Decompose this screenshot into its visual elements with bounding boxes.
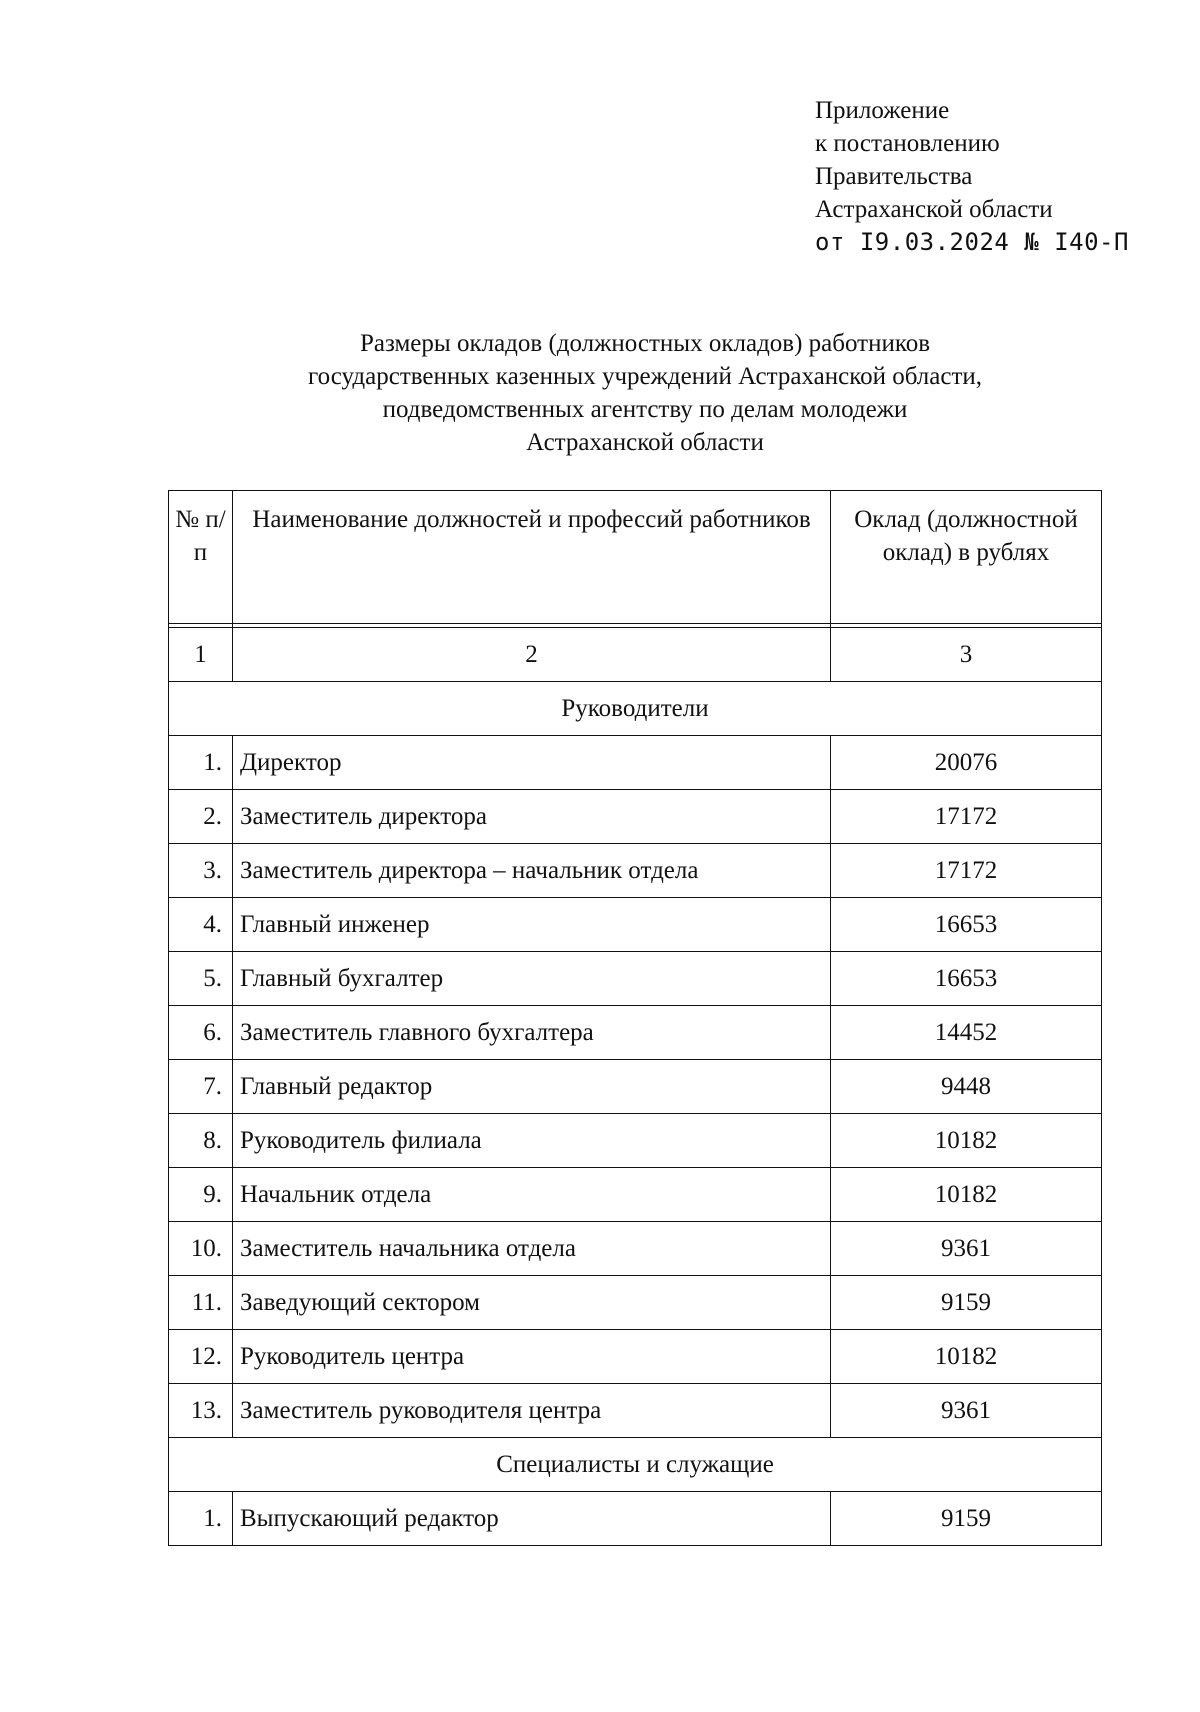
row-number: 2. <box>169 790 233 844</box>
row-number: 13. <box>169 1384 233 1438</box>
salary-amount: 10182 <box>831 1168 1102 1222</box>
salary-amount: 17172 <box>831 790 1102 844</box>
table-row <box>169 1060 1102 1114</box>
column-number-2: 2 <box>233 628 831 682</box>
row-number: 5. <box>169 952 233 1006</box>
appendix-header <box>815 94 1129 259</box>
column-number-row <box>169 628 1102 682</box>
appendix-line-2: к постановлению <box>815 130 1000 157</box>
salary-amount: 16653 <box>831 952 1102 1006</box>
appendix-date-number: от I9.03.2024 № I40-П <box>815 228 1129 256</box>
row-number: 1. <box>169 736 233 790</box>
header-name: Наименование должностей и профессий работников <box>233 491 831 624</box>
row-number: 6. <box>169 1006 233 1060</box>
salary-table <box>168 490 1102 1546</box>
salary-amount: 9159 <box>831 1492 1102 1546</box>
column-number-3: 3 <box>831 628 1102 682</box>
table-row <box>169 1168 1102 1222</box>
row-number: 3. <box>169 844 233 898</box>
table-row <box>169 952 1102 1006</box>
salary-amount: 9361 <box>831 1222 1102 1276</box>
position-name: Заместитель директора – начальник отдела <box>233 844 831 898</box>
position-name: Заместитель начальника отдела <box>233 1222 831 1276</box>
position-name: Директор <box>233 736 831 790</box>
position-name: Руководитель филиала <box>233 1114 831 1168</box>
row-number: 11. <box>169 1276 233 1330</box>
appendix-line-3: Правительства <box>815 163 973 190</box>
table-row <box>169 898 1102 952</box>
salary-amount: 20076 <box>831 736 1102 790</box>
table-row <box>169 1222 1102 1276</box>
salary-amount: 10182 <box>831 1114 1102 1168</box>
header-salary: Оклад (должностной оклад) в рублях <box>831 491 1102 624</box>
position-name: Главный редактор <box>233 1060 831 1114</box>
position-name: Выпускающий редактор <box>233 1492 831 1546</box>
title-line-3: подведомственных агентству по делам молодежи <box>382 396 908 423</box>
title-line-1: Размеры окладов (должностных окладов) работников <box>359 330 931 357</box>
section-heading-managers <box>169 682 1102 736</box>
appendix-line-4: Астраханской области <box>815 196 1053 223</box>
row-number: 7. <box>169 1060 233 1114</box>
row-number: 8. <box>169 1114 233 1168</box>
salary-table-container <box>168 490 1101 1546</box>
appendix-line-1: Приложение <box>815 97 950 124</box>
document-title <box>170 327 1120 459</box>
table-header-row <box>169 491 1102 624</box>
section-heading-specialists <box>169 1438 1102 1492</box>
salary-amount: 17172 <box>831 844 1102 898</box>
salary-amount: 9159 <box>831 1276 1102 1330</box>
position-name: Главный бухгалтер <box>233 952 831 1006</box>
table-row <box>169 1330 1102 1384</box>
title-line-4: Астраханской области <box>526 429 764 456</box>
header-num: № п/п <box>169 491 233 624</box>
position-name: Заместитель главного бухгалтера <box>233 1006 831 1060</box>
row-number: 9. <box>169 1168 233 1222</box>
row-number: 10. <box>169 1222 233 1276</box>
row-number: 4. <box>169 898 233 952</box>
position-name: Начальник отдела <box>233 1168 831 1222</box>
position-name: Руководитель центра <box>233 1330 831 1384</box>
position-name: Главный инженер <box>233 898 831 952</box>
position-name: Заведующий сектором <box>233 1276 831 1330</box>
salary-amount: 10182 <box>831 1330 1102 1384</box>
row-number: 12. <box>169 1330 233 1384</box>
title-line-2: государственных казенных учреждений Астраханской области, <box>307 363 983 390</box>
position-name: Заместитель директора <box>233 790 831 844</box>
table-row <box>169 736 1102 790</box>
table-row <box>169 1492 1102 1546</box>
table-row <box>169 790 1102 844</box>
section-title: Руководители <box>169 682 1102 736</box>
salary-amount: 9448 <box>831 1060 1102 1114</box>
table-row <box>169 844 1102 898</box>
salary-amount: 9361 <box>831 1384 1102 1438</box>
table-row <box>169 1384 1102 1438</box>
column-number-1: 1 <box>169 628 233 682</box>
position-name: Заместитель руководителя центра <box>233 1384 831 1438</box>
section-title: Специалисты и служащие <box>169 1438 1102 1492</box>
table-row <box>169 1006 1102 1060</box>
row-number: 1. <box>169 1492 233 1546</box>
table-row <box>169 1114 1102 1168</box>
table-row <box>169 1276 1102 1330</box>
salary-amount: 14452 <box>831 1006 1102 1060</box>
salary-amount: 16653 <box>831 898 1102 952</box>
